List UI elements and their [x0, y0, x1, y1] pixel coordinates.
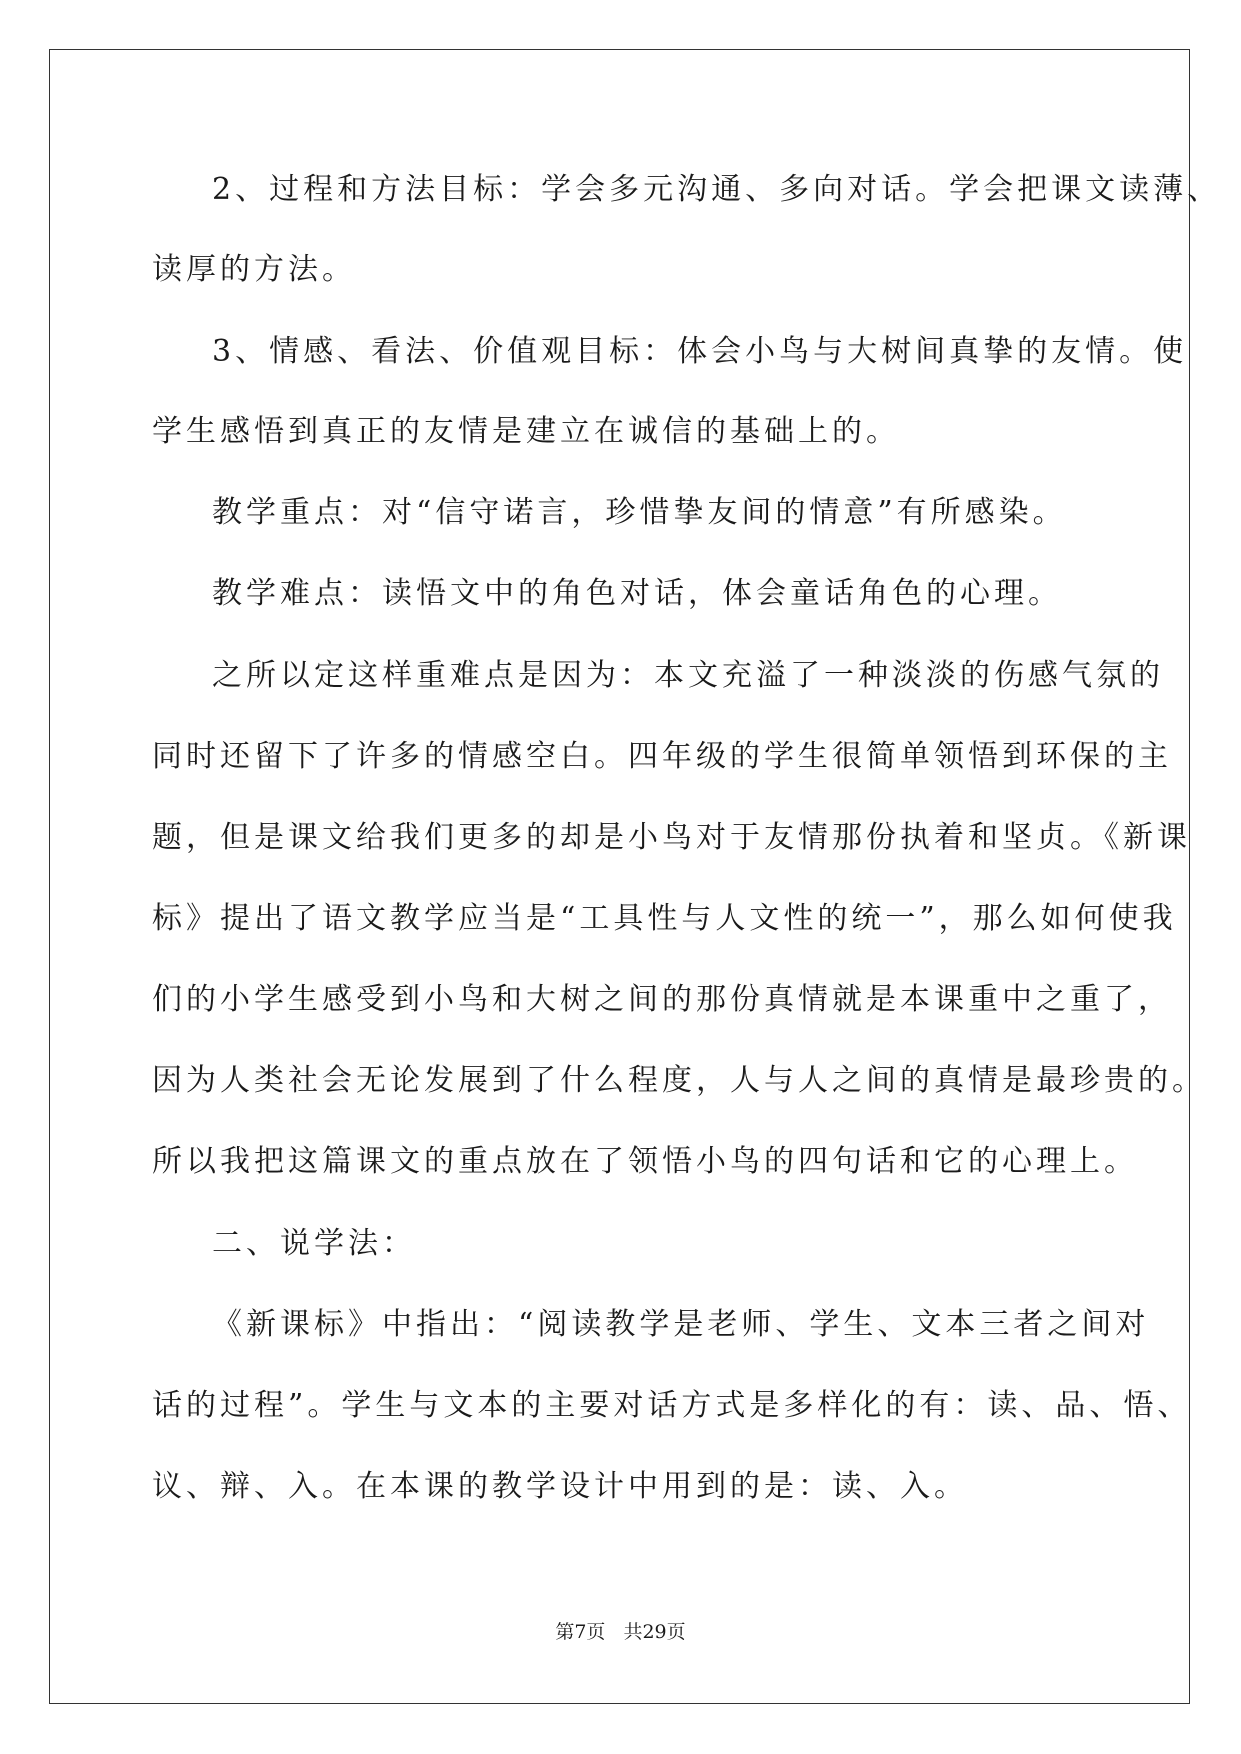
text-line: 题，但是课文给我们更多的却是小鸟对于友情那份执着和坚贞。《新课 — [152, 820, 1191, 855]
text-line: 《新课标》中指出：“阅读教学是老师、学生、文本三者之间对 — [212, 1307, 1150, 1342]
page-total: 共29页 — [623, 1621, 686, 1643]
text-line: 3、情感、看法、价值观目标：体会小鸟与大树间真挚的友情。使 — [212, 334, 1188, 369]
text-line: 标》提出了语文教学应当是“工具性与人文性的统一”，那么如何使我 — [152, 901, 1177, 936]
text-line: 同时还留下了许多的情感空白。四年级的学生很简单领悟到环保的主 — [152, 739, 1172, 774]
text-line: 2、过程和方法目标：学会多元沟通、多向对话。学会把课文读薄、 — [212, 172, 1222, 207]
text-line: 因为人类社会无论发展到了什么程度，人与人之间的真情是最珍贵的。 — [152, 1063, 1206, 1098]
text-line: 所以我把这篇课文的重点放在了领悟小鸟的四句话和它的心理上。 — [152, 1144, 1138, 1179]
text-line: 话的过程”。学生与文本的主要对话方式是多样化的有：读、品、悟、 — [152, 1388, 1192, 1423]
text-line: 学生感悟到真正的友情是建立在诚信的基础上的。 — [152, 414, 900, 449]
page-footer — [0, 1620, 1241, 1644]
text-line: 教学重点：对“信守诺言，珍惜挚友间的情意”有所感染。 — [212, 495, 1067, 530]
text-line: 教学难点：读悟文中的角色对话，体会童话角色的心理。 — [212, 576, 1062, 611]
text-line: 读厚的方法。 — [152, 252, 356, 287]
text-line: 之所以定这样重难点是因为：本文充溢了一种淡淡的伤感气氛的 — [212, 658, 1164, 693]
page-number: 第7页 — [555, 1621, 606, 1643]
text-line: 们的小学生感受到小鸟和大树之间的那份真情就是本课重中之重了， — [152, 982, 1172, 1017]
text-line: 议、辩、入。在本课的教学设计中用到的是：读、入。 — [152, 1469, 968, 1504]
page-border — [49, 49, 1190, 1704]
section-heading: 二、说学法： — [212, 1226, 416, 1261]
